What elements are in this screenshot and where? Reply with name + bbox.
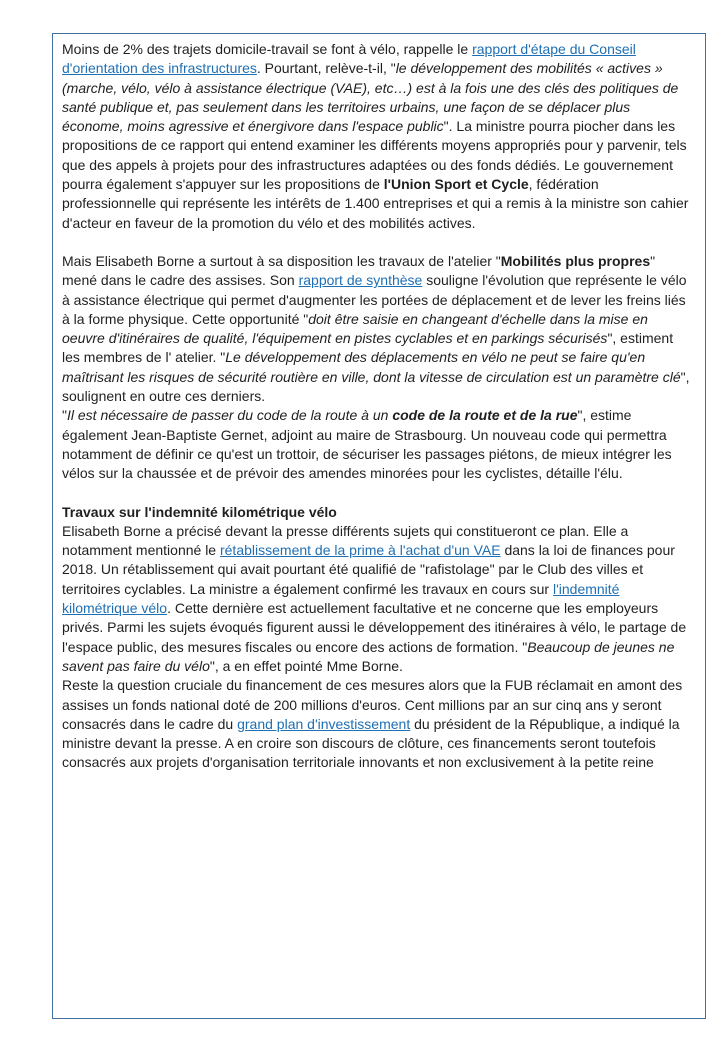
paragraph-gap (62, 484, 690, 503)
paragraph-2: Mais Elisabeth Borne a surtout à sa disposition les travaux de l'atelier "Mobilités plus propres" mené dans le cadre des assises. Son rapport de synthèse souligne l'évolution que représente le vélo à assistance électrique qui permet d'augmenter les portées de déplacement et de lever les freins liés à la forme physique. Cette opportunité "doit être saisie en changeant d'échelle dans la mise en oeuvre d'itinéraires de qualité, l'équipement en pistes cyclables et en parkings sécurisés", estiment les membres de l' atelier. "Le développement des déplacements en vélo ne peut se faire qu'en maîtrisant les risques de sécurité routière en ville, dont la vitesse de circulation est un paramètre clé", soulignent en outre ces derniers. (62, 252, 690, 405)
link-prime-vae[interactable]: rétablissement de la prime à l'achat d'un VAE (219, 542, 501, 559)
section-heading: Travaux sur l'indemnité kilométrique vélo (62, 503, 337, 520)
paragraph-3: "Il est nécessaire de passer du code de la route à un code de la route et de la rue", estime également Jean-Baptiste Gernet, adjoint au maire de Strasbourg. Un nouveau code qui permettra notamment de définir ce qu'est un trottoir, de sécuriser les passages piétons, de mieux intégrer les vélos sur la chaussée et de prévoir des amendes minorées pour les cyclistes, détaille l'élu. (62, 407, 672, 482)
paragraph-gap (62, 233, 690, 252)
paragraph-4: Elisabeth Borne a précisé devant la presse différents sujets qui constitueront ce plan. Elle a notamment mentionné le rétablissement de la prime à l'achat d'un VAE dans la loi de finances pour 2018. Un rétablissement qui avait pourtant été qualifié de "rafistolage" par le Club des villes et territoires cyclables. La ministre a également confirmé les travaux en cours sur l'indemnité kilométrique vélo. Cette dernière est actuellement facultative et ne concerne que les employeurs privés. Parmi les sujets évoqués figurent aussi le développement des itinéraires à vélo, le partage de l'espace public, des mesures fiscales ou encore des actions de formation. "Beaucoup de jeunes ne savent pas faire du vélo", a en effet pointé Mme Borne. (62, 522, 687, 674)
paragraph-5: Reste la question cruciale du financement de ces mesures alors que la FUB réclamait en amont des assises un fonds national doté de 200 millions d'euros. Cent millions par an sur cinq ans y seront consacrés dans le cadre du grand plan d'investissement du président de la République, a indiqué la ministre devant la presse. A en croire son discours de clôture, ces financements seront toutefois consacrés aux projets d'organisation territoriale innovants et non exclusivement à la petite reine (62, 677, 683, 771)
link-grand-plan[interactable]: grand plan d'investissement (237, 715, 411, 732)
link-rapport-synthese[interactable]: rapport de synthèse (298, 272, 423, 289)
article-body (62, 40, 690, 773)
link-indemnite-kilometrique[interactable]: l'indemnité kilométrique vélo (62, 580, 620, 617)
paragraph-1: Moins de 2% des trajets domicile-travail se font à vélo, rappelle le rapport d'étape du Conseil d'orientation des infrastructures. Pourtant, relève-t-il, "le développement des mobilités « actives » (marche, vélo, vélo à assistance électrique (VAE), etc…) est à la fois une des clés des politiques de santé publique et, pas seulement dans les territoires urbains, une façon de se déplacer plus économe, moins agressive et énergivore dans l'espace public". La ministre pourra piocher dans les propositions de ce rapport qui entend examiner les différents moyens appropriés pour y parvenir, tels que des appels à projets pour des infrastructures adaptées ou des fonds dédiés. Le gouvernement pourra également s'appuyer sur les propositions de l'Union Sport et Cycle, fédération professionnelle qui représente les intérêts de 1.400 entreprises et qui a remis à la ministre son cahier d'acteur en faveur de la promotion du vélo et des mobilités actives. (62, 41, 689, 231)
link-rapport-etape[interactable]: rapport d'étape du Conseil d'orientation des infrastructures (62, 41, 636, 77)
